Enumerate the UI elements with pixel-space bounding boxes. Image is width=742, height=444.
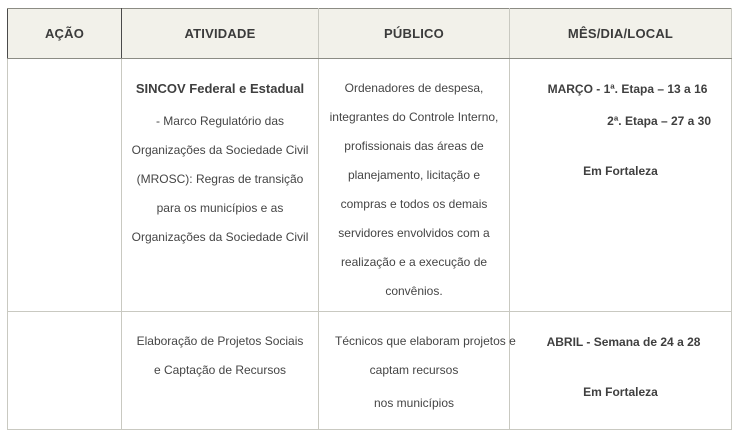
- publico-line: Técnicos que elaboram projetos e: [335, 334, 516, 348]
- publico-line: realização e a execução de: [340, 255, 488, 269]
- publico-line: compras e todos os demais: [340, 197, 488, 211]
- header-mes-dia-local: MÊS/DIA/LOCAL: [510, 9, 732, 59]
- publico-line: servidores envolvidos com a: [338, 226, 490, 240]
- header-row: [8, 9, 732, 59]
- publico-cell: [319, 312, 516, 430]
- header-acao: AÇÃO: [8, 9, 122, 59]
- acao-cell: [8, 59, 122, 312]
- atividade-line: Elaboração de Projetos Sociais: [136, 334, 304, 348]
- atividade-line: Organizações da Sociedade Civil: [131, 230, 309, 244]
- publico-line: Ordenadores de despesa,: [344, 81, 484, 95]
- publico-line: nos municípios: [373, 396, 455, 410]
- atividade-title: SINCOV Federal e Estadual: [135, 81, 305, 96]
- local-date-line: ABRIL - Semana de 24 a 28: [546, 335, 701, 349]
- atividade-cell: [122, 59, 319, 312]
- schedule-table: [7, 8, 732, 430]
- publico-line: profissionais das áreas de: [344, 139, 484, 153]
- acao-cell: [8, 312, 122, 430]
- atividade-cell: [122, 312, 319, 430]
- atividade-line: (MROSC): Regras de transição: [136, 172, 304, 186]
- local-date-line: MARÇO - 1ª. Etapa – 13 a 16: [547, 82, 708, 96]
- atividade-line: e Captação de Recursos: [153, 363, 287, 377]
- publico-line: captam recursos: [369, 363, 459, 377]
- atividade-line: - Marco Regulatório das: [155, 114, 285, 128]
- atividade-line: para os municípios e as: [156, 201, 284, 215]
- publico-line: convênios.: [385, 284, 443, 298]
- publico-line: integrantes do Controle Interno,: [329, 110, 499, 124]
- table-row: [8, 312, 732, 430]
- local-cell: [510, 312, 732, 430]
- publico-cell: [319, 59, 510, 312]
- header-publico: PÚBLICO: [319, 9, 510, 59]
- local-place: Em Fortaleza: [583, 164, 658, 178]
- header-atividade: ATIVIDADE: [122, 9, 319, 59]
- table-row: [8, 59, 732, 312]
- atividade-line: Organizações da Sociedade Civil: [131, 143, 309, 157]
- local-place: Em Fortaleza: [583, 385, 658, 399]
- local-date-line: 2ª. Etapa – 27 a 30: [607, 114, 711, 128]
- local-cell: [510, 59, 732, 312]
- publico-line: planejamento, licitação e: [347, 168, 481, 182]
